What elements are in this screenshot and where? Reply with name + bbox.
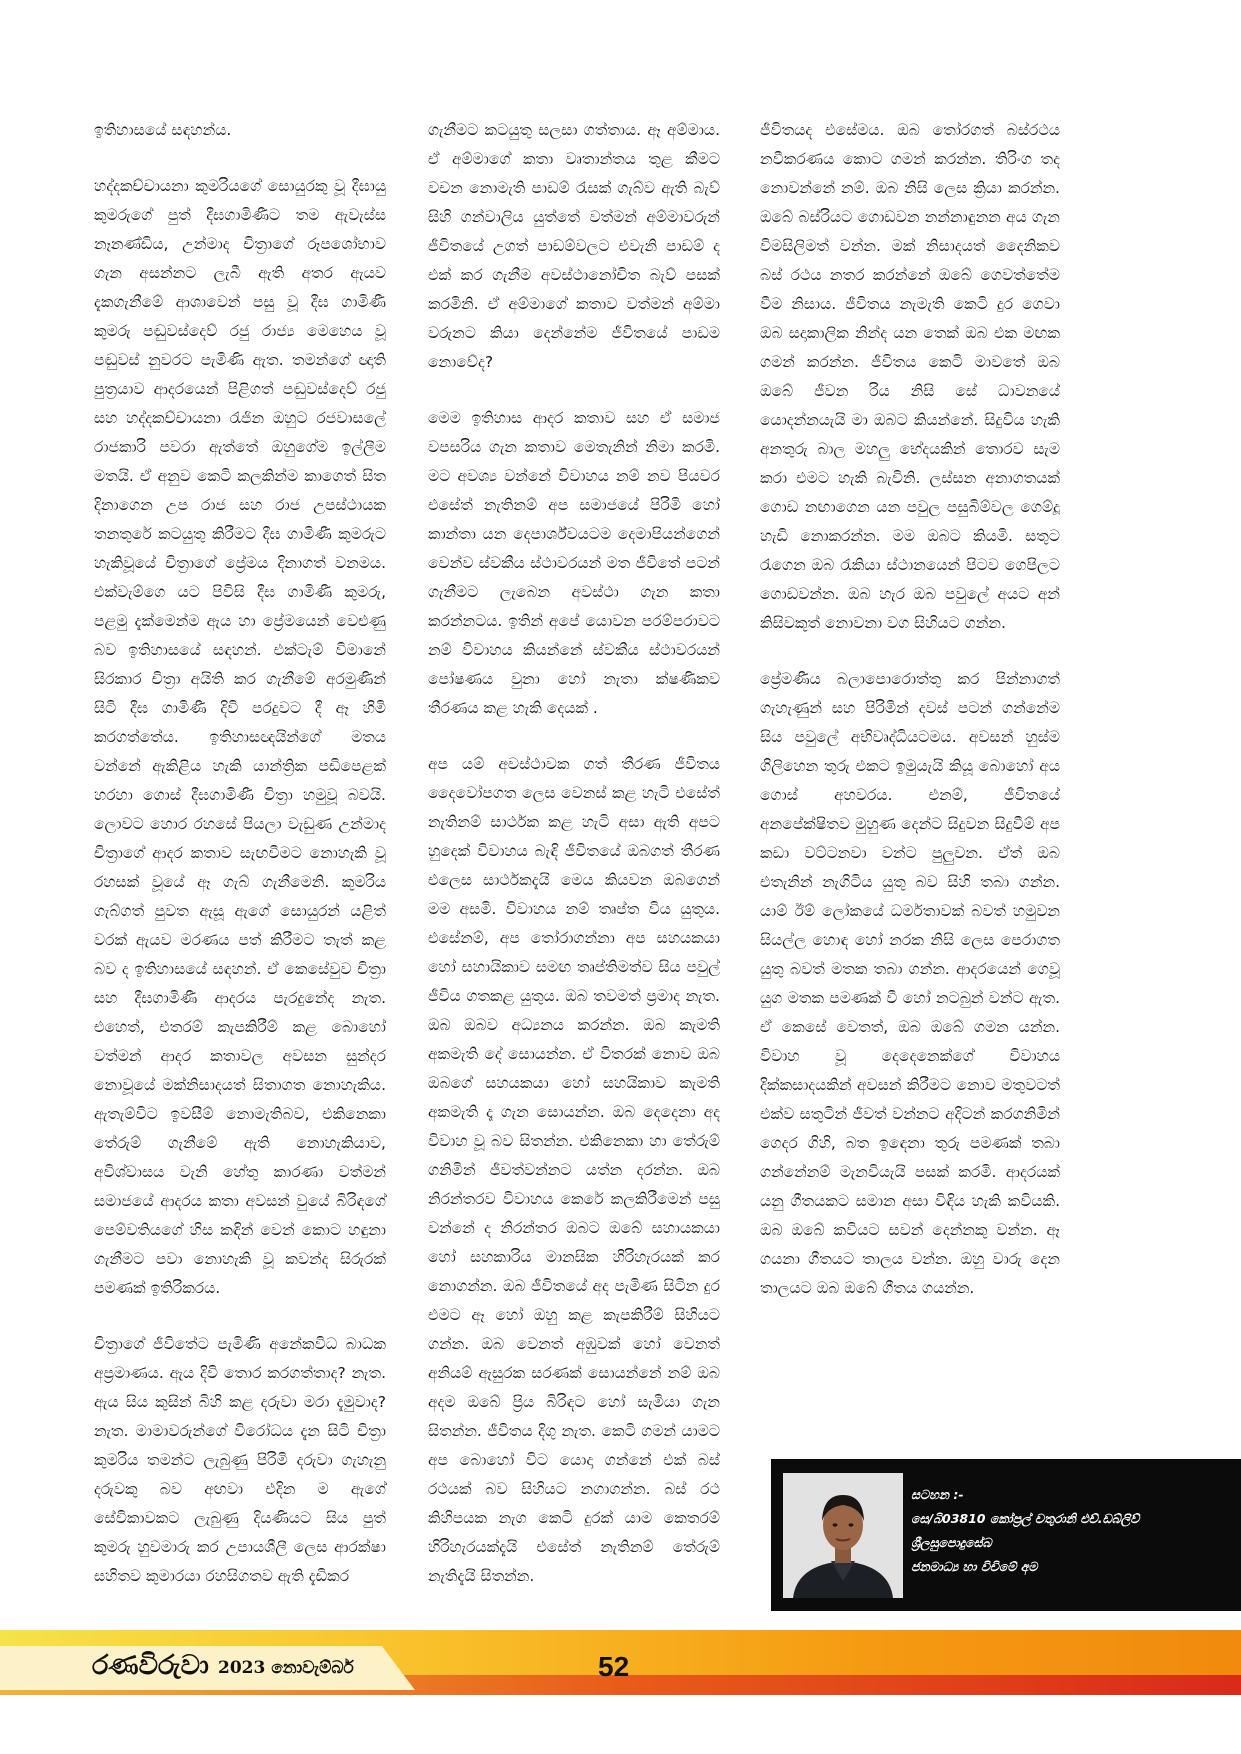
paragraph: හද්දකච්චායනා කුමරියගේ සොයුරකු වූ දීඝායු කුමරුගේ පුත් දීඝගාමිණීට තම ඇවැස්ස නෑනණ්ඩිය, උන්මාද චිත්‍රාගේ රූපශෝභාව ගැන අසන්නට ලැබී ඇති අතර ඇයව දැකගැනීමේ ආශාවෙන් පසු වූ දීඝ ගාමිණී කුමරු පඬුවස්දෙව් රජු රාජ්‍ය මෙහෙය වූ පඬුවස් නුවරට පැමිණි ඇත. තමන්ගේ ඥාති පුත්‍රයාව ආදරයෙන් පිළිගත් පඬුවස්දෙව් රජු සහ හද්දකච්චායනා රැජින ඔහුට රජවාසලේ රාජකාරි පවරා ඇත්තේ ඔහුගේම ඉල්ලීම මතයි. ඒ අනුව කෙටි කලකින්ම කාගෙත් සිත දිනාගෙන උප රාජ සහ රාජ උපස්ථායක තනතුරේ කටයුතු කිරීමට දීඝ ගාමිණී කුමරුට හැකිවූයේ චිත්‍රාගේ ප්‍රේමය දිනාගත් වනමය. එක්වැම්ගෙ යට පිවිසි දීඝ ගාමිණී කුමරු, පළමු දැක්මෙන්ම ඇය හා ප්‍රේමයෙන් වෙළුණු බව ඉතිහාසයේ සඳහන්. එක්ටැම් විමානේ සිරකාර චිත්‍රා අයිති කර ගැනීමේ අරමුණින් සිටි දීඝ ගාමිණී දිවි පරදුවට දී ඈ හිමි කරගත්තේය. ඉතිහාසඥයින්ගේ මතය වන්නේ ඇකිළිය හැකි යාන්ත්‍රික පඩිපෙළක් හරහා ගොස් දීඝගාමිණී චිත්‍රා හමුවූ බවයි. ලොවට හොර රහසේ පියලා වැඩුණ උන්මාද චිත්‍රාගේ ආදර කතාව සැඟවීමට නොහැකි වූ රහසක් වූයේ ඈ ගැබ් ගැනීමෙනි. කුමරිය ගැබ්ගත් පුවත ඇසූ ඇගේ සොයුරන් යළිත් වරක් ඇයව මරණය පත් කිරීමට තැත් කළ බව ද ඉතිහාසයේ සඳහන්. ඒ කෙසේවුව චිත්‍රා සහ දීඝගාමිණී ආදරය පැරදුනේද නැත. එහෙත්, එතරම් කැපකිරීම් කළ බොහෝ වත්මන් ආදර කතාවල අවසන සුන්දර නොවූයේ මක්නිසාදයත් සිතාගත නොහැකිය. ඇතැම්විට ඉවසීම් නොමැතිබව, එකිනෙකා තේරුම් ගැනීමේ ඇති නොහැකියාව, අවිශ්වාසය වැනි හේතු කාරණා වත්මන් සමාජයේ ආදරය කතා අවසන් වුයේ බිරිඳගේ පෙම්වතියගේ හිස කඳින් වෙන් කොට හඳුනා ගැනීමට පවා නොහැකි වූ කවන්ද සිරුරක් පමණක් ඉතිරිකරය.: [94, 177, 386, 1297]
paragraph: චිත්‍රාගේ ජීවිතේට පැමිණි අනේකවිධ බාධක අප්‍රමාණය. ඇය දිවි තොර කරගත්තාද? නැත. ඇය සිය කුසින් බිහි කළ දරුවා මරා දැමුවාද? නැත. මාමාවරුන්ගේ විරෝධය දැන සිටි චිත්‍රා කුමරිය තමන්ට ලැබුණු පිරිමි දරුවා ගැහැනු දරුවකු බව අඟවා එදින ම ඇගේ සේවිකාවකට ලැබුණු දියණියට සිය පුත් කුමරු හුවමාරු කර උපායශීලී ලෙස ආරක්ෂා සහිතව කුමාරයා රහසිගතව ඇති දැඩිකර: [94, 1335, 386, 1585]
issue-date: 2023 නොවැම්බර්: [218, 1658, 354, 1678]
page-number: 52: [598, 1651, 630, 1682]
article-column-3: [760, 116, 1060, 1330]
article-column-1: [94, 116, 386, 1618]
author-label: සටහන :-: [911, 1487, 964, 1502]
author-name-cont: ශ්‍රීලසුපොදුසේබ: [911, 1535, 992, 1550]
paragraph: ජීවිතයද එසේමය. ඔබ තෝරගත් බස්රථය නවීකරණය කොට ගමන් කරන්න. තිරිංග තද නොවන්නේ නම්. ඔබ නිසි ලෙස ක්‍රියා කරන්න. ඔබේ බස්රියට ගොඩවන නන්නාඳුනන අය ගැන විමසිලිමත් වන්න. මක් නිසාදයත් දෛනිකව බස් රථය නතර කරන්නේ ඔබේ ගෙවත්තේම වීම නිසාය. ජීවිතය නැමැති කෙටි දුර ගෙවා ඔබ සදාකාලික නින්ද යන තෙක් ඔබ එක මඟක ගමන් කරන්න. ජීවිතය කෙටි මාවතේ ඔබ ඔබේ ජීවන රිය නිසි සේ ධාවනයේ යොදන්නයැයි මා ඔබට කියන්නේ. සිදුවිය හැකි අනතුරු බාල මහලු භේදයකින් තොරව සැම කරා එමට හැකි බැවිනි. ලස්සන අනාගතයක් ගොඩ නඟාගෙන යන පවුල පසුබිම්වල ගෙම්දූ හැඩි නොකරන්න. මම ඔබට කියමි. සතුට රැගෙන ඔබ රැකියා ස්ථානයෙන් පිටව ගෙපිලට ගොඩවන්න. ඔබ හැර ඔබ පවුලේ අයට අන් කිසිවකුත් නොවනා වග සිහියට ගන්න.: [760, 121, 1060, 632]
article-column-2: [428, 116, 720, 1618]
magazine-logo: රණවිරුවා: [92, 1650, 209, 1681]
author-photo: [783, 1473, 903, 1598]
paragraph: ඉතිහාසයේ සඳහන්ය.: [94, 121, 232, 139]
paragraph: ප්‍රේමණීය බලාපොරොත්තු කර පින්නාගත් ගැහැණුන් සහ පිරිමින් දවස් පටන් ගන්නේම සිය පවුලේ අභිවෘද්ධියටමය. අවසන් හුස්ම ගිලිහෙන තුරු එකට ඉමුයැයි කියූ බොහෝ අය ගොස් අහවරය. එනම්, ජීවිතයේ අනපේක්ෂිතව මුහුණ දෙන්ට සිදුවන සිදුවීම් අප කඩා වට්ටනවා වන්ට පුලුවන. ඒත් ඔබ එතැනින් නැගිටිය යුතු බව සිහි තබා ගන්න. යාම් ඊම් ලෝකයේ ධර්මතාවක් බවත් හමුවන සියල්ල හොඳ හෝ නරක නිසි ලෙස පෙරාගත යුතු බවත් මතක තබා ගන්න. ආදරයෙන් ගෙවූ යුග මතක පමණක් වී හෝ නටබුන් වන්ට ඇත. ඒ කෙසේ වෙතත්, ඔබ ඔබේ ගමන යන්න. විවාහ වූ දෙදෙනෙක්ගේ විවාහය දික්කසාදයකින් අවසන් කිරීමට නොව මතුවටත් එක්ව සතුටින් ජීවත් වන්නට අදිටන් කරගනිමින් ගෙදර ගිහි, බත ඉඳෙනා තුරු පමණක් තබා ගන්නේනම් මැනවියැයි පසක් කරමි. ආදරයක් යනු ගීතයකට සමාන අසා විඳිය හැකි කවියකි. ඔබ ඔබේ කවියට සවන් දෙන්නකු වන්න. ඈ ගයනා ගීතයට තාලය වන්න. ඔහු වාරු දෙන තාලයට ඔබ ඔබේ ගීතය ගයන්න.: [760, 670, 1060, 1297]
author-credit: [911, 1483, 1231, 1579]
paragraph: මෙම ඉතිහාස ආදර කතාව සහ ඒ සමාජ වපසරිය ගැන කතාව මෙතැනින් නිමා කරමි. මට අවශ්‍ය වන්නේ විවාහය නම් නව පියවර එසේත් නැතිනම් අප සමාජයේ පිරිමි හෝ කාන්තා යන දෙපාර්ශ්වයටම දෙමාපියන්ගෙන් වෙන්ව ස්වකීය ස්ථාවරයන් මත ජීවිතේ පටන් ගැනීමට ලැබෙන අවස්ථා ගැන කතා කරන්නටය. ඉතින් අපේ යොවන පරම්පරාවට නම් විවාහය කියන්නේ ස්වකීය ස්ථාවරයන් පෝෂණය වුනා හෝ නැතා ක්ෂණිකව තීරණය කළ හැකි දෙයක් .: [428, 409, 720, 717]
author-unit: ජනමාධ්‍ය හා විචිමේ අම: [911, 1559, 1038, 1574]
paragraph: අප යම් අවස්ථාවක ගත් තීරණ ජීවිතය දෛවෝපගත ලෙස වෙනස් කළ හැටි එසේත් නැතිනම් සාර්ථක කළ හැටි අසා ඇති අපට හුදෙක් විවාහය බැඳි ජීවිතයේ ඔබගත් තීරණ එලෙස සාර්ථකදැයි මෙය කියවන ඔබගෙන් මම අසමි. විවාහය නම් තෘප්ත විය යුතුය. එසේනම්, අප තෝරාගන්නා අප සහයකයා හෝ සහායිකාව සමඟ තෘප්තිමත්ව සිය පවුල් ජීවිය ගතකළ යුතුය. ඔබ තවමත් ප්‍රමාද නැත. ඔබ ඔබව අධ්‍යනය කරන්න. ඔබ කැමති අකමැති දේ සොයන්න. ඒ විතරක් නොව ඔබ ඔබගේ සහයකයා හෝ සහයිකාව කැමති අකමැති දෑ ගැන සොයන්න. ඔබ දෙදෙනා අද විවාහ වූ බව සිතන්න. එකිනෙකා හා තේරුම් ගනිමින් ජීවත්වන්නට යත්න දරන්න. ඔබ නිරන්තරව විවාහය කෙරේ කලකිරීමෙන් පසු වන්නේ ද නිරන්තර ඔබට ඔබේ සහායකයා හෝ සහකාරිය මානසික හිරිහැරයක් කර නොගන්න. ඔබ ජීවිතයේ අද පැමිණ සිටින දුර එමට ඈ හෝ ඔහු කළ කැපකිරීම් සිහියට ගන්න. ඔබ වෙනත් අඹුවක් හෝ වෙනත් අනියම් ඇසුරක සරණක් සොයන්නේ නම් ඔබ අදම ඔබේ ප්‍රිය බිරිඳට හෝ සැමියා ගැන සිතන්න. ජීවිතය දිගු නැත. කෙටි ගමන් යාමට අප බොහෝ විට යොදා ගන්නේ එක් බස් රථයක් බව සිහියට නගාගන්න. බස් රථ කිහිපයක නැග කෙටි දුරක් යාම කෙතරම් හිරිහැරයක්දැයි එසේත් නැතිනම් තේරුම් නැතිදැයි සිතන්න.: [428, 755, 720, 1585]
paragraph: ගැනීමට කටයුතු සලසා ගත්තාය. ඈ අම්මාය. ඒ අම්මාගේ කතා වෘතාන්තය තුළ කීමට වචන නොමැති පාඩම් රැසක් ගැබ්ව ඇති බැව් සිහි ගන්වාලිය යුත්තේ වත්මන් අම්මාවරුන් ජීවිතයේ උගත් පාඩම්වලට එවැනි පාඩම් ද එක් කර ගැනීම අවස්ථානෝචිත බැව් පසක් කරමිනි. ඒ අම්මාගේ කතාව වත්මන් අම්මා වරුනට කියා දෙන්නේම ජීවිතයේ පාඩම නොවේද?: [428, 121, 720, 371]
author-box: [771, 1459, 1241, 1611]
author-name: සෙ/බි03810 කෝප්‍රල් චතුරානි එච්.ඩබ්ලිව්: [911, 1511, 1140, 1526]
